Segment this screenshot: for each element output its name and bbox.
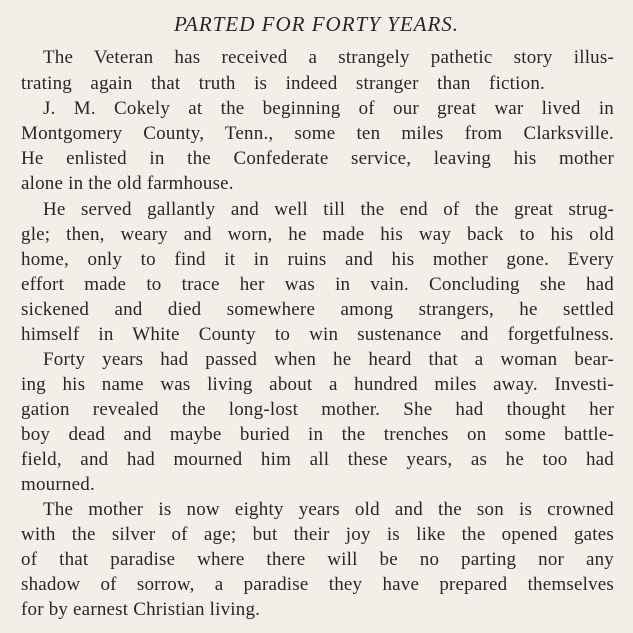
paragraph-5-line-2: with the silver of age; but their joy is like the opened gates <box>21 524 614 545</box>
paragraph-4-line-4: boy dead and maybe buried in the trenches on some battle- <box>21 424 614 445</box>
paragraph-5-line-4: shadow of sorrow, a paradise they have prepared themselves <box>21 574 614 595</box>
paragraph-3-line-3: home, only to find it in ruins and his mother gone. Every <box>21 249 614 270</box>
paragraph-2-line-4: alone in the old farmhouse. <box>21 173 234 194</box>
paragraph-3-line-4: effort made to trace her was in vain. Concluding she had <box>21 274 614 295</box>
paragraph-3-line-2: gle; then, weary and worn, he made his way back to his old <box>21 224 614 245</box>
paragraph-2-line-2: Montgomery County, Tenn., some ten miles from Clarksville. <box>21 123 614 144</box>
paragraph-4-line-6: mourned. <box>21 474 95 495</box>
paragraph-5-line-3: of that paradise where there will be no parting nor any <box>21 549 614 570</box>
paragraph-3-line-5: sickened and died somewhere among strangers, he settled <box>21 299 614 320</box>
paragraph-3-line-6: himself in White County to win sustenance and forgetfulness. <box>21 324 614 345</box>
paragraph-5-line-1: The mother is now eighty years old and the son is crowned <box>43 499 614 520</box>
paragraph-2-line-1: J. M. Cokely at the beginning of our great war lived in <box>43 98 614 119</box>
paragraph-4-line-2: ing his name was living about a hundred miles away. Investi- <box>21 374 614 395</box>
paragraph-4-line-3: gation revealed the long-lost mother. She had thought her <box>21 399 614 420</box>
paragraph-1-line-2: trating again that truth is indeed stranger than fiction. <box>21 73 545 94</box>
paragraph-2-line-3: He enlisted in the Confederate service, leaving his mother <box>21 148 614 169</box>
paragraph-5-line-5: for by earnest Christian living. <box>21 599 261 620</box>
paragraph-4-line-5: field, and had mourned him all these years, as he too had <box>21 449 614 470</box>
paragraph-3-line-1: He served gallantly and well till the end of the great strug- <box>43 199 614 220</box>
paragraph-1-line-1: The Veteran has received a strangely pathetic story illus- <box>43 47 614 68</box>
article-title: PARTED FOR FORTY YEARS. <box>173 12 460 36</box>
paragraph-4-line-1: Forty years had passed when he heard that a woman bear- <box>43 349 614 370</box>
